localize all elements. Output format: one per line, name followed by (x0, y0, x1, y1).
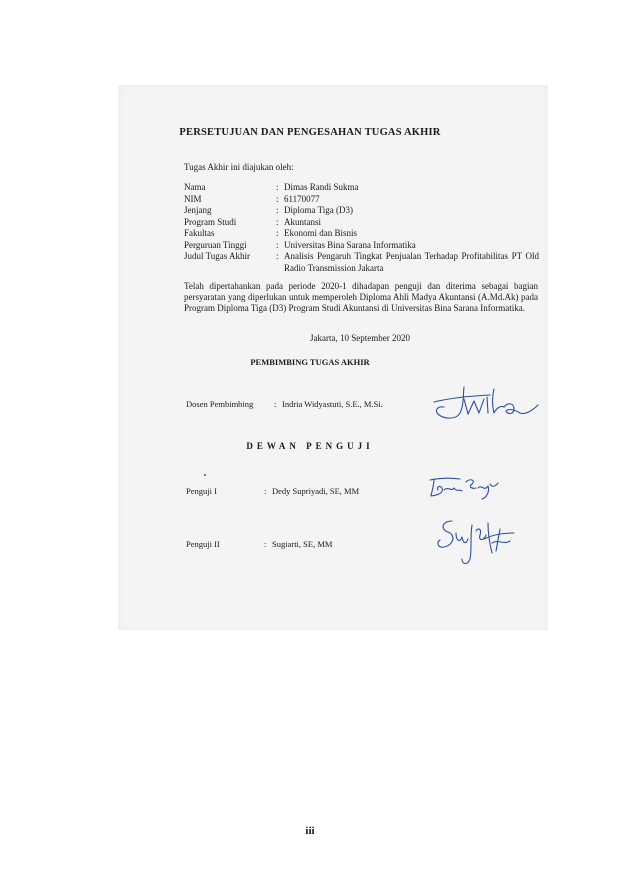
document-title: PERSETUJUAN DAN PENGESAHAN TUGAS AKHIR (179, 127, 441, 138)
approval-date: Jakarta, 10 September 2020 (310, 333, 410, 343)
examiner-label: Penguji II (186, 539, 220, 549)
info-label: Fakultas (184, 228, 215, 238)
info-colon: : (276, 193, 279, 204)
info-label: Jenjang (184, 205, 212, 215)
info-row-nim (184, 194, 539, 206)
info-row-thesis-title (184, 251, 539, 274)
info-row-study-program (184, 217, 539, 229)
info-value: Diploma Tiga (D3) (284, 205, 354, 215)
board-heading: DEWAN PENGUJI (246, 441, 374, 451)
info-colon: : (276, 228, 279, 238)
examiner-2-row (186, 539, 332, 549)
examiner-colon: : (264, 486, 267, 496)
info-colon: : (276, 216, 279, 227)
intro-text: Tugas Akhir ini diajukan oleh: (184, 162, 294, 172)
info-value: Dimas Randi Sukma (284, 182, 359, 192)
supervisor-row (186, 399, 383, 409)
info-value: Akuntansi (284, 216, 321, 227)
examiner-colon: : (264, 539, 267, 549)
scan-speck (204, 474, 206, 476)
examiner-2-signature (430, 515, 518, 573)
examiner-label: Penguji I (186, 486, 217, 496)
info-value: Ekonomi dan Bisnis (284, 228, 358, 238)
info-row-faculty (184, 228, 539, 240)
info-colon: : (276, 251, 279, 261)
info-value: Universitas Bina Sarana Informatika (284, 239, 416, 250)
info-value: Analisis Pengaruh Tingkat Penjualan Terhadap Profitabilitas PT Old Radio Transmission Jakarta (284, 251, 539, 273)
page-number: iii (305, 825, 315, 837)
info-label: NIM (184, 193, 202, 204)
examiner-name: Dedy Supriyadi, SE, MM (272, 486, 360, 496)
supervisor-label: Dosen Pembimbing (186, 399, 254, 409)
info-value: 61170077 (284, 193, 320, 204)
examiner-1-signature (426, 474, 502, 502)
info-label: Judul Tugas Akhir (184, 251, 251, 261)
examiner-1-row (186, 486, 359, 496)
info-row-university (184, 240, 539, 252)
supervisor-signature (430, 383, 542, 423)
info-label: Nama (184, 182, 206, 192)
info-label: Program Studi (184, 216, 237, 227)
info-row-name (184, 182, 539, 194)
examiner-name: Sugiarti, SE, MM (272, 539, 333, 549)
info-label: Perguruan Tinggi (184, 239, 247, 250)
info-colon: : (276, 239, 279, 250)
info-colon: : (276, 205, 279, 215)
supervisor-colon: : (274, 399, 277, 409)
student-info (184, 182, 539, 274)
supervisor-name: Indria Widyastuti, S.E., M.Si. (282, 399, 383, 409)
approval-paragraph: Telah dipertahankan pada periode 2020-1 dihadapan penguji dan diterima sebagai bagian persyaratan yang diperlukan untuk memperoleh Diploma Ahli Madya Akuntansi (A.Md.Ak) pada Program Diploma Tiga (D3) Program Studi Akuntansi di Universitas Bina Sarana Informatika. (184, 281, 538, 313)
info-colon: : (276, 182, 279, 192)
supervisor-heading: PEMBIMBING TUGAS AKHIR (250, 357, 370, 367)
info-row-level (184, 205, 539, 217)
